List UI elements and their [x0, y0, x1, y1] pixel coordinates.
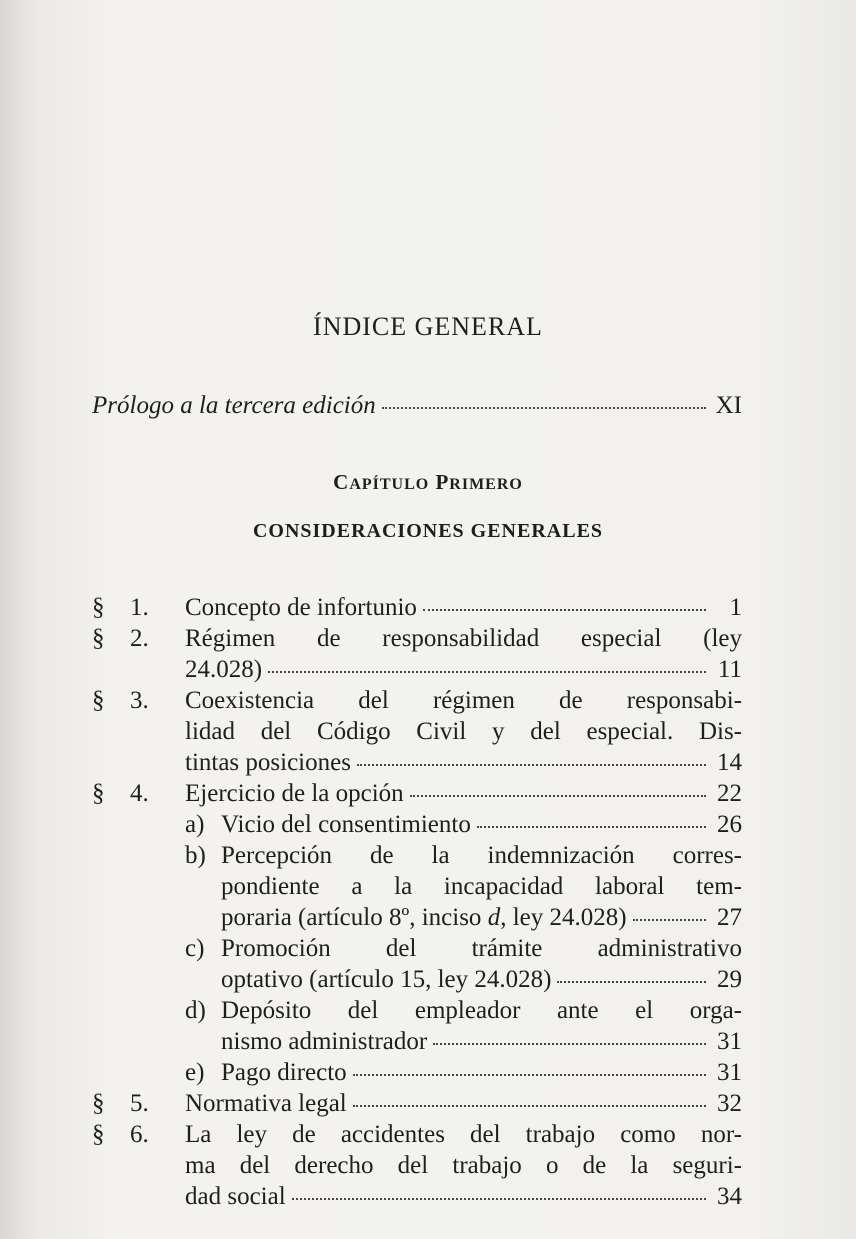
toc-page-number: 29 — [717, 966, 742, 993]
toc-line-text: dad social — [185, 1183, 286, 1210]
toc-line-text: optativo (artículo 15, ley 24.028) — [221, 966, 552, 993]
prologue-row — [92, 392, 742, 420]
leader-dots — [353, 1105, 706, 1107]
toc-line — [221, 840, 742, 871]
toc-line — [185, 1150, 742, 1181]
toc-line-text: Ejercicio de la opción — [185, 780, 404, 807]
leader-dots — [382, 407, 706, 409]
toc-page-number: 31 — [717, 1059, 742, 1086]
section-symbol: § — [92, 1090, 105, 1117]
toc-line — [185, 747, 742, 778]
chapter-subtitle: CONSIDERACIONES GENERALES — [252, 520, 604, 542]
toc-page-number: 1 — [729, 594, 742, 621]
toc-line-text: Vicio del consentimiento — [221, 811, 471, 838]
section-number: 3. — [130, 687, 149, 714]
toc-page-number: 14 — [717, 749, 742, 776]
toc-line-text: nismo administrador — [221, 1028, 428, 1055]
subentry-label: b) — [185, 842, 206, 869]
toc-line — [185, 592, 742, 623]
toc-line — [221, 1057, 742, 1088]
section-number: 4. — [130, 780, 149, 807]
toc-line — [221, 933, 742, 964]
leader-dots — [357, 764, 706, 766]
toc-line-text: poraria (artículo 8º, inciso d, ley 24.028) — [221, 904, 627, 931]
section-symbol: § — [92, 625, 105, 652]
leader-dots — [557, 981, 706, 983]
toc-line — [185, 778, 742, 809]
section-number: 2. — [130, 625, 149, 652]
toc-line — [185, 1088, 742, 1119]
toc-line-text: La ley de accidentes del trabajo como nor- — [185, 1121, 742, 1148]
toc-line — [221, 1026, 742, 1057]
toc-line-text: 24.028) — [185, 656, 263, 683]
toc-line-text: Depósito del empleador ante el orga- — [221, 997, 742, 1024]
toc-line — [185, 1119, 742, 1150]
leader-dots — [353, 1074, 706, 1076]
subentry-label: c) — [185, 935, 205, 962]
section-symbol: § — [92, 594, 105, 621]
toc-page-number: 31 — [717, 1028, 742, 1055]
leader-dots — [292, 1198, 706, 1200]
toc-line — [185, 685, 742, 716]
toc-line-text: pondiente a la incapacidad laboral tem- — [221, 873, 742, 900]
leader-dots — [433, 1043, 706, 1045]
leader-dots — [633, 919, 706, 921]
section-number: 6. — [130, 1121, 149, 1148]
section-number: 5. — [130, 1090, 149, 1117]
toc-page-number: 11 — [717, 656, 742, 683]
leader-dots — [410, 795, 706, 797]
prologue-label: Prólogo a la tercera edición — [92, 392, 376, 419]
toc-line-text: tintas posiciones — [185, 749, 351, 776]
toc-line — [185, 623, 742, 654]
toc-line-text: Normativa legal — [185, 1090, 347, 1117]
toc-line-text: Régimen de responsabilidad especial (ley — [185, 625, 742, 652]
toc-line-text: Pago directo — [221, 1059, 347, 1086]
section-symbol: § — [92, 1121, 105, 1148]
toc-page-number: 26 — [717, 811, 742, 838]
subentry-label: d) — [185, 997, 206, 1024]
toc-line — [221, 902, 742, 933]
prologue-page: XI — [715, 392, 742, 419]
toc-page-number: 34 — [717, 1183, 742, 1210]
toc-page-number: 32 — [717, 1090, 742, 1117]
toc-line — [221, 964, 742, 995]
toc-page-number: 22 — [717, 780, 742, 807]
leader-dots — [423, 609, 706, 611]
leader-dots — [477, 826, 706, 828]
section-symbol: § — [92, 780, 105, 807]
index-title: ÍNDICE GENERAL — [313, 312, 543, 341]
chapter-heading: CAPÍTULO PRIMERO — [333, 470, 523, 494]
toc-line-text: Coexistencia del régimen de responsabi- — [185, 687, 742, 714]
toc-line-text: Concepto de infortunio — [185, 594, 417, 621]
subentry-label: a) — [185, 811, 205, 838]
toc-line — [185, 1181, 742, 1212]
toc-page-number: 27 — [717, 904, 742, 931]
toc-line-text: Percepción de la indemnización corres- — [221, 842, 742, 869]
toc-line — [221, 995, 742, 1026]
toc-line — [185, 716, 742, 747]
toc-line — [185, 654, 742, 685]
toc-line — [221, 871, 742, 902]
subentry-label: e) — [185, 1059, 205, 1086]
section-symbol: § — [92, 687, 105, 714]
toc-line-text: Promoción del trámite administrativo — [221, 935, 742, 962]
leader-dots — [268, 671, 706, 673]
toc-line-text: lidad del Código Civil y del especial. Dis- — [185, 718, 742, 745]
section-number: 1. — [130, 594, 149, 621]
toc-line-text: ma del derecho del trabajo o de la seguri- — [185, 1152, 742, 1179]
toc-line — [221, 809, 742, 840]
